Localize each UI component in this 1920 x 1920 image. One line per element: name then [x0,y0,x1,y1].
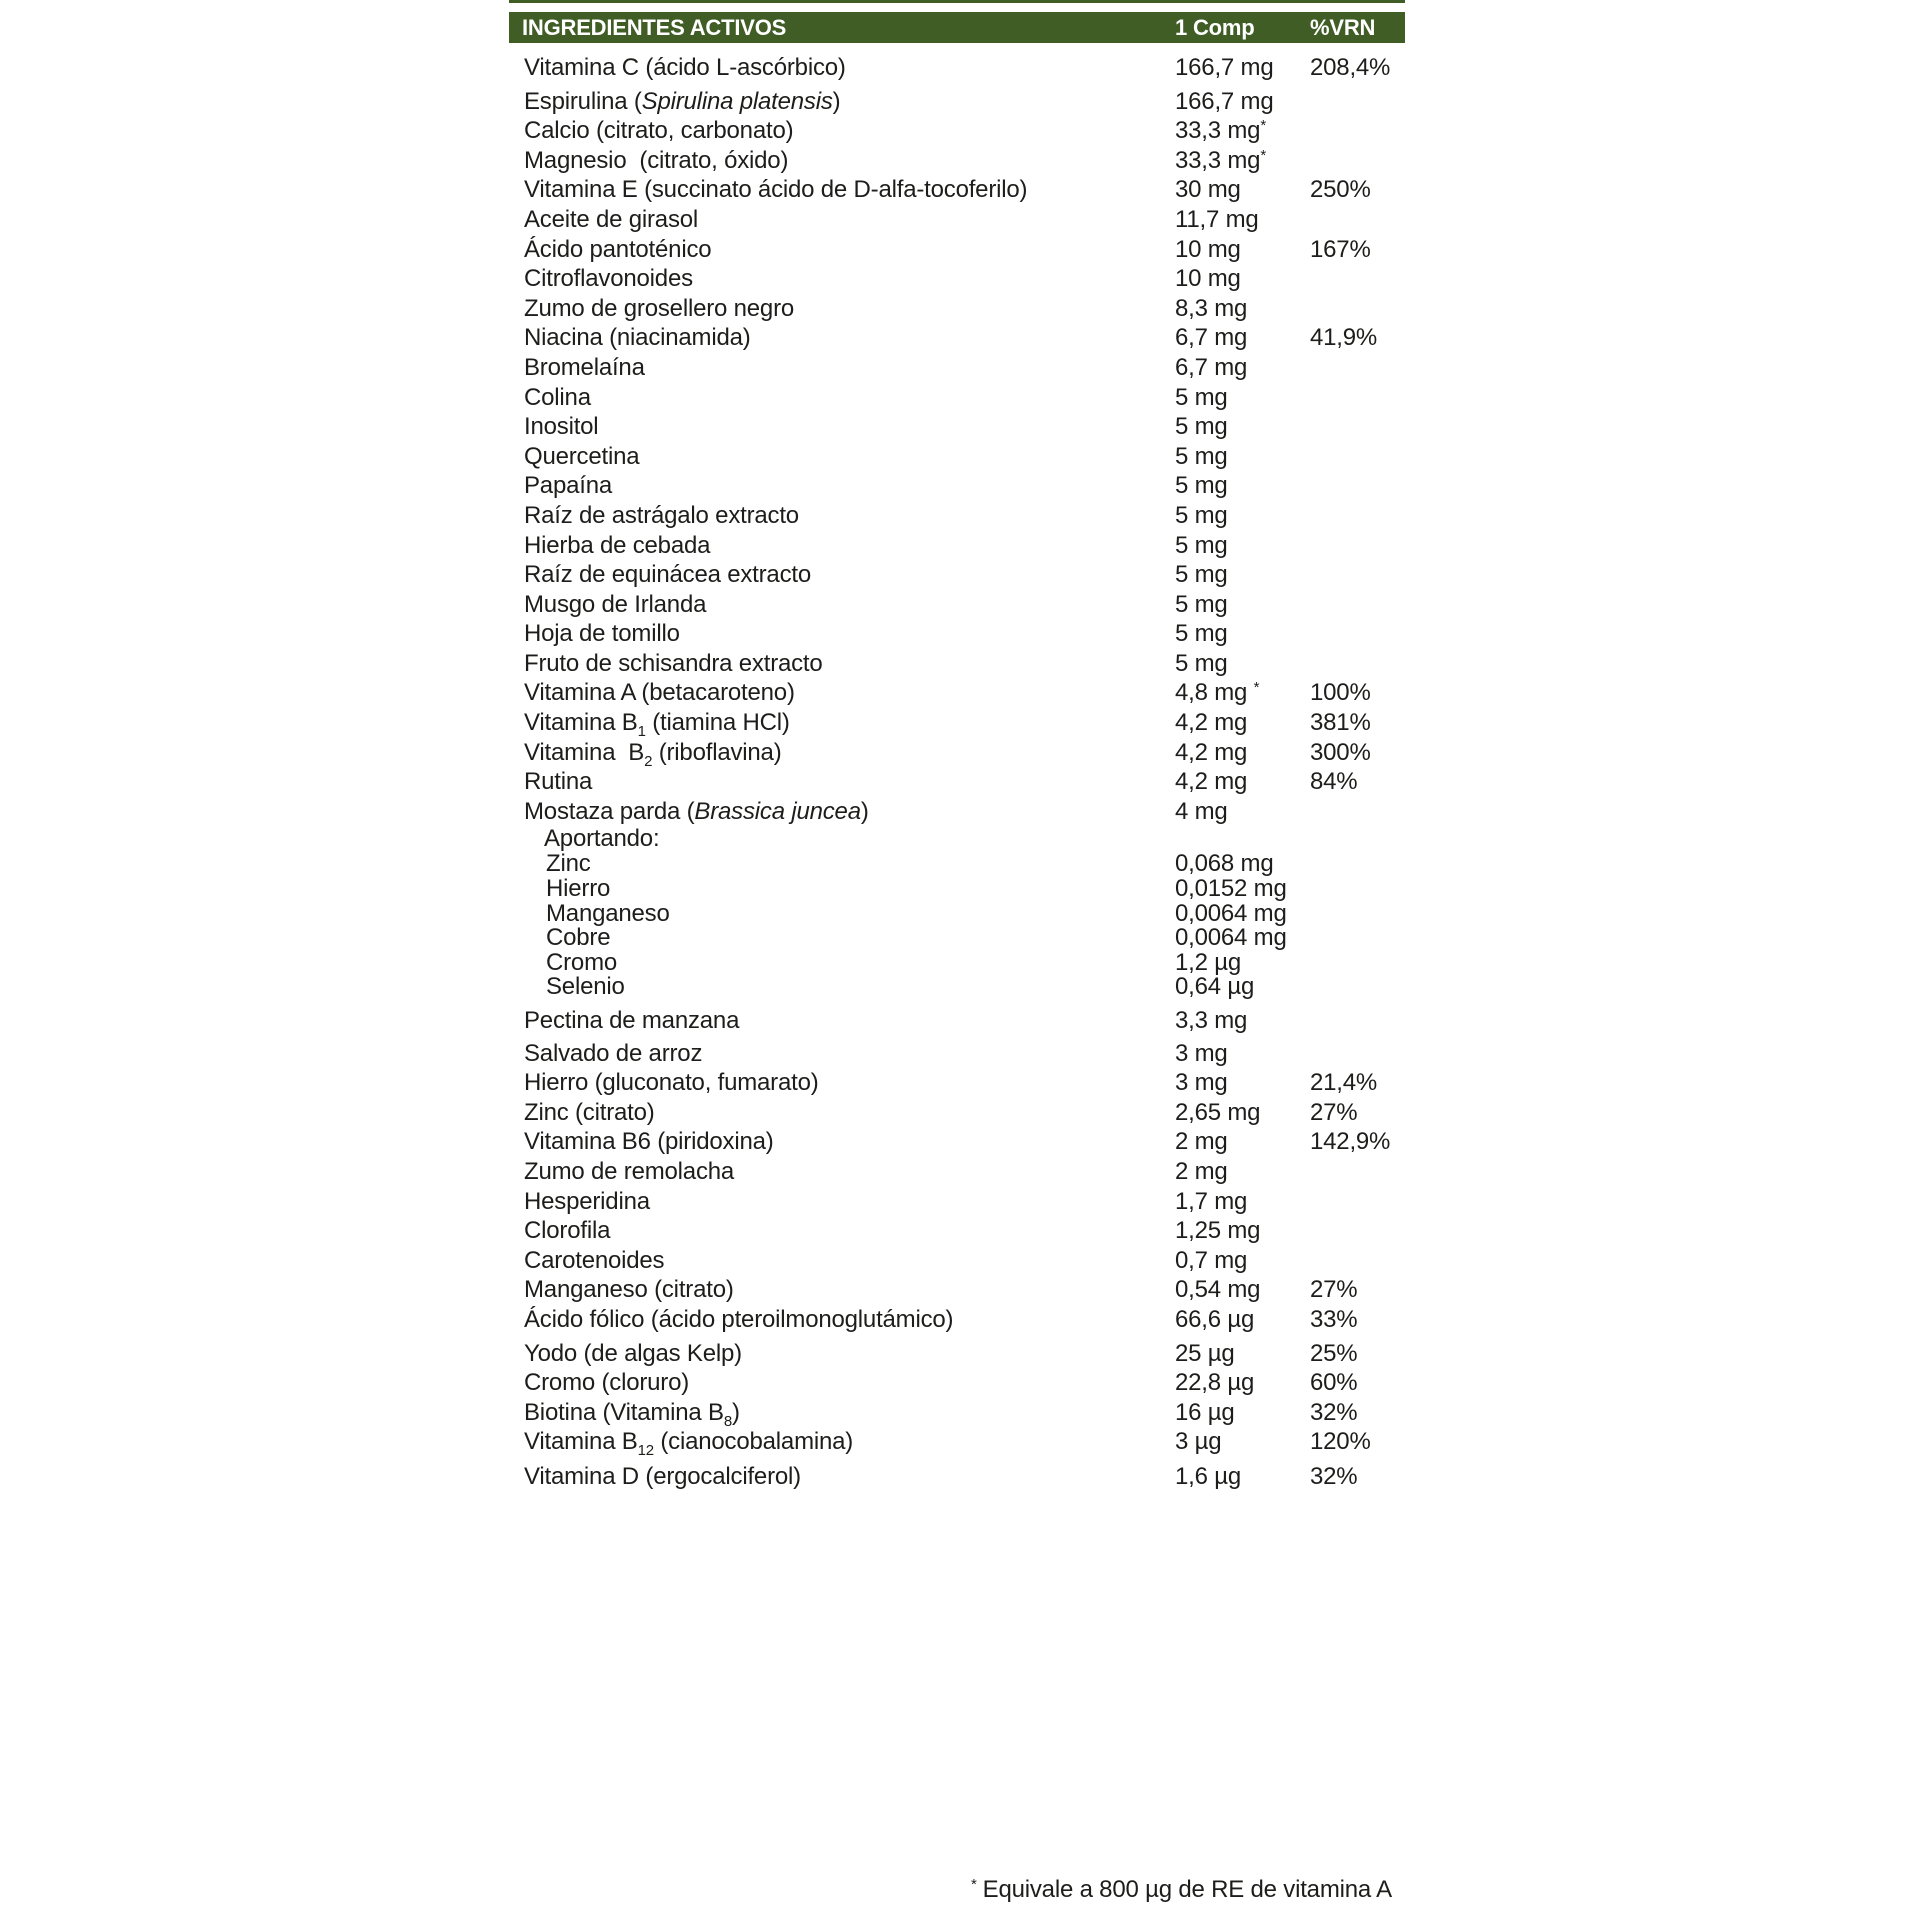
ingredient-name: Salvado de arroz [524,1039,703,1067]
table-row [509,442,1405,472]
table-header [509,12,1405,43]
amount-cell: 3,3 mg [1175,1007,1248,1034]
amount-cell: 5 mg [1175,472,1228,500]
vrn-cell [1310,951,1405,976]
vrn-cell [1310,531,1405,561]
vrn-cell [1310,852,1405,877]
table-row [509,412,1405,442]
ingredient-name: Cobre [546,924,611,952]
ingredient-name: Aportando: [544,825,660,853]
table-row [509,1216,1405,1246]
vrn-cell [1310,560,1405,590]
table-row [509,1368,1405,1398]
table-row [509,235,1405,265]
vrn-cell [1310,649,1405,679]
table-row [509,53,1405,83]
amount-cell: 5 mg [1175,442,1228,470]
table-row [509,738,1405,768]
table-row [509,826,1405,852]
ingredient-name: Mostaza parda (Brassica juncea) [524,797,869,825]
footnote-text: Equivale a 800 µg de RE de vitamina A [982,1876,1392,1903]
vrn-cell: 120% [1310,1428,1371,1456]
ingredient-name: Zumo de grosellero negro [524,294,795,322]
ingredient-name: Ácido fólico (ácido pteroilmonoglutámico) [524,1305,954,1333]
amount-cell: 5 mg [1175,590,1228,618]
vrn-cell: 25% [1310,1339,1358,1367]
amount-cell: 5 mg [1175,561,1228,589]
table-row [509,877,1405,902]
vrn-cell [1310,1216,1405,1246]
table-row [509,1398,1405,1428]
table-row [509,264,1405,294]
ingredient-name: Magnesio (citrato, óxido) [524,146,789,174]
vrn-cell: 208,4% [1310,54,1391,81]
amount-cell: 2 mg [1175,1157,1228,1185]
vrn-cell: 167% [1310,235,1371,263]
vrn-cell [1310,501,1405,531]
vrn-cell: 142,9% [1310,1128,1391,1156]
amount-cell: 0,7 mg [1175,1246,1248,1274]
table-row [509,501,1405,531]
amount-cell [1175,826,1310,852]
ingredient-name: Colina [524,383,591,411]
ingredient-name: Aceite de girasol [524,205,699,233]
vrn-cell [1310,590,1405,620]
ingredient-name: Zinc (citrato) [524,1098,655,1126]
ingredient-name: Espirulina (Spirulina platensis) [524,87,841,115]
table-row [509,175,1405,205]
table-row [509,1127,1405,1157]
ingredient-name: Hesperidina [524,1187,650,1215]
vrn-cell [1310,205,1405,235]
amount-cell: 3 mg [1175,1069,1228,1097]
ingredient-name: Selenio [546,973,625,1001]
table-row [509,1305,1405,1335]
ingredient-name: Manganeso [546,899,670,927]
ingredient-name: Hierro [546,875,611,903]
header-title: INGREDIENTES ACTIVOS [522,14,787,40]
table-row [509,590,1405,620]
vrn-cell [1310,619,1405,649]
vrn-cell: 84% [1310,768,1358,796]
ingredient-name: Yodo (de algas Kelp) [524,1339,742,1367]
table-body [509,53,1405,1492]
ingredient-name: Raíz de astrágalo extracto [524,501,799,529]
amount-cell: 4,2 mg [1175,768,1248,796]
vrn-cell [1310,877,1405,902]
vrn-cell [1310,87,1405,117]
table-row [509,1039,1405,1069]
amount-cell: 0,0152 mg [1175,875,1287,903]
ingredient-name: Hierro (gluconato, fumarato) [524,1069,819,1097]
amount-cell: 22,8 µg [1175,1369,1255,1397]
table-row [509,146,1405,176]
amount-cell: 6,7 mg [1175,353,1248,381]
table-row [509,797,1405,827]
table-row [509,899,1405,927]
table-row [509,87,1405,117]
ingredient-name: Pectina de manzana [524,1007,740,1034]
ingredient-name: Vitamina A (betacaroteno) [524,679,795,707]
ingredient-name: Zumo de remolacha [524,1157,735,1185]
vrn-cell [1310,926,1405,951]
table-row [509,116,1405,146]
table-row [509,1068,1405,1098]
amount-cell: 8,3 mg [1175,294,1248,322]
table-row [509,1006,1405,1036]
table-row [509,383,1405,413]
ingredient-name: Manganeso (citrato) [524,1276,734,1304]
amount-cell: 5 mg [1175,413,1228,441]
vrn-cell [1310,1157,1405,1187]
ingredient-name: Cromo (cloruro) [524,1369,690,1397]
table-row [509,852,1405,877]
table-row [509,1098,1405,1128]
ingredient-name: Papaína [524,472,613,500]
amount-cell: 0,0064 mg [1175,899,1287,927]
table-row [509,1275,1405,1305]
vrn-cell [1310,471,1405,501]
ingredient-name: Rutina [524,768,593,796]
amount-cell: 5 mg [1175,620,1228,648]
ingredient-name: Carotenoides [524,1246,665,1274]
amount-cell: 1,2 µg [1175,948,1242,976]
vrn-cell: 381% [1310,709,1371,737]
vrn-cell [1310,294,1405,324]
ingredient-name: Hierba de cebada [524,531,711,559]
amount-cell: 30 mg [1175,176,1241,204]
table-row [509,1187,1405,1217]
asterisk-marker: * [971,1876,977,1893]
amount-cell: 66,6 µg [1175,1305,1255,1333]
vrn-cell: 27% [1310,1276,1358,1304]
amount-cell: 4,2 mg [1175,738,1248,766]
vrn-cell [1310,826,1405,852]
amount-cell: 4,2 mg [1175,709,1248,737]
amount-cell: 33,3 mg* [1175,146,1266,174]
amount-cell: 33,3 mg* [1175,117,1266,145]
table-row [509,1427,1405,1460]
amount-cell: 166,7 mg [1175,87,1274,115]
amount-cell: 25 µg [1175,1339,1235,1367]
vrn-cell: 300% [1310,738,1371,766]
ingredient-name: Niacina (niacinamida) [524,324,751,352]
vrn-cell [1310,146,1405,176]
ingredient-name: Vitamina $B_1$ (tiamina HCl) [524,709,790,741]
vrn-cell: 21,4% [1310,1069,1378,1097]
table-row [509,948,1405,976]
table-row [509,1339,1405,1369]
vrn-cell [1310,975,1405,1000]
vrn-cell [1310,902,1405,927]
amount-cell: 1,6 µg [1175,1462,1242,1490]
amount-cell: 10 mg [1175,235,1241,263]
amount-cell: 4 mg [1175,797,1228,825]
vrn-cell [1310,353,1405,383]
vrn-cell: 100% [1310,679,1371,707]
footnote [509,1876,1392,1904]
amount-cell: 10 mg [1175,265,1241,293]
ingredient-name: Biotina (Vitamina $B_8$) [524,1398,740,1430]
amount-cell: 5 mg [1175,383,1228,411]
ingredient-name: Clorofila [524,1217,611,1245]
amount-cell: 0,0064 mg [1175,924,1287,952]
ingredient-name: Vitamina $B_2$ (riboflavina) [524,738,782,770]
vrn-cell [1310,264,1405,294]
col-header-amount: 1 Comp [1175,14,1255,40]
amount-cell: 11,7 mg [1175,205,1259,233]
amount-cell: 5 mg [1175,501,1228,529]
amount-cell: 6,7 mg [1175,324,1248,352]
ingredient-name: Raíz de equinácea extracto [524,561,811,589]
vrn-cell: 32% [1310,1398,1358,1426]
vrn-cell: 27% [1310,1098,1358,1126]
vrn-cell [1310,442,1405,472]
ingredient-name: Hoja de tomillo [524,620,680,648]
ingredient-name: Zinc [546,850,591,878]
table-row [509,708,1405,741]
table-row [509,975,1405,1000]
vrn-cell: 32% [1310,1462,1358,1490]
table-row [509,531,1405,561]
amount-cell: 5 mg [1175,531,1228,559]
amount-cell: 1,25 mg [1175,1217,1261,1245]
amount-cell: 1,7 mg [1175,1187,1248,1215]
amount-cell: 0,64 µg [1175,973,1255,1001]
amount-cell: 3 µg [1175,1428,1222,1456]
table-row [509,323,1405,353]
amount-cell: 166,7 mg [1175,54,1274,81]
ingredient-name: Vitamina D (ergocalciferol) [524,1462,801,1490]
table-row [509,560,1405,590]
table-row [509,471,1405,501]
ingredient-name: Calcio (citrato, carbonato) [524,117,794,145]
ingredient-name: Musgo de Irlanda [524,590,707,618]
vrn-cell [1310,1187,1405,1217]
table-row [509,1246,1405,1276]
ingredients-table [509,12,1405,1492]
ingredient-name: Fruto de schisandra extracto [524,649,823,677]
ingredient-name: Vitamina E (succinato ácido de D-alfa-tocoferilo) [524,176,1028,204]
amount-cell: 2,65 mg [1175,1098,1261,1126]
ingredient-name: Citroflavonoides [524,265,693,293]
amount-cell: 0,068 mg [1175,850,1274,878]
table-row [509,649,1405,679]
vrn-cell: 41,9% [1310,324,1378,352]
ingredient-name: Inositol [524,413,599,441]
vrn-cell [1310,1006,1405,1036]
vrn-cell [1310,383,1405,413]
col-header-vrn: %VRN [1310,14,1376,40]
vrn-cell [1310,116,1405,146]
ingredient-name: Cromo [546,948,618,976]
amount-cell: 5 mg [1175,649,1228,677]
amount-cell: 3 mg [1175,1039,1228,1067]
amount-cell: 4,8 mg * [1175,679,1260,707]
table-row [509,767,1405,797]
vrn-cell [1310,1246,1405,1276]
decorative-strip [509,0,1405,3]
ingredient-name: Quercetina [524,442,640,470]
vrn-cell: 250% [1310,176,1371,204]
ingredient-name: Ácido pantoténico [524,235,712,263]
vrn-cell: 60% [1310,1369,1358,1397]
ingredient-name: Vitamina C (ácido L-ascórbico) [524,54,846,81]
vrn-cell [1310,797,1405,827]
table-row [509,1157,1405,1187]
vrn-cell [1310,412,1405,442]
amount-cell: 0,54 mg [1175,1276,1261,1304]
table-row [509,926,1405,951]
vrn-cell [1310,1039,1405,1069]
amount-cell: 16 µg [1175,1398,1235,1426]
vrn-cell: 33% [1310,1305,1358,1333]
amount-cell: 2 mg [1175,1128,1228,1156]
ingredient-name: Bromelaína [524,353,645,381]
table-row [509,294,1405,324]
table-row [509,205,1405,235]
table-row [509,619,1405,649]
ingredient-name: Vitamina B6 (piridoxina) [524,1128,774,1156]
table-row [509,678,1405,708]
table-row [509,353,1405,383]
ingredient-name: Vitamina $B_{12}$ (cianocobalamina) [524,1428,854,1460]
table-row [509,1462,1405,1492]
